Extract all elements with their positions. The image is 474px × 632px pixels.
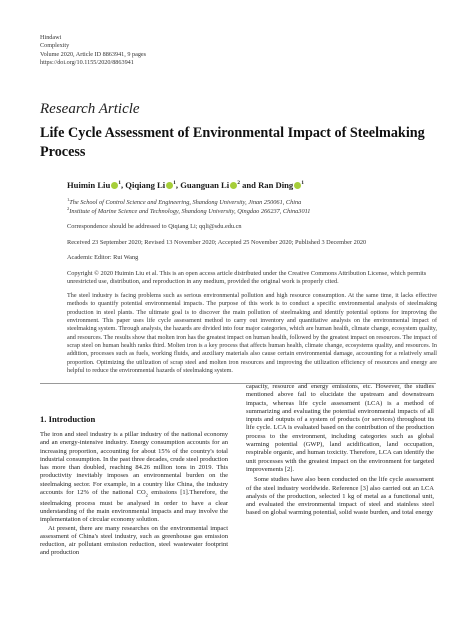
author-name: Ran Ding (258, 180, 294, 190)
body-paragraph: At present, there are many researches on the environmental impact assessment of China's steel industry, such as greenhouse gas emission reduction, air pollutant emission reduction, steel wastewater footprint and production (40, 524, 228, 557)
author-separator: , (120, 180, 126, 190)
section-heading: 1. Introduction (40, 414, 96, 424)
volume-line: Volume 2020, Article ID 8863941, 9 pages (40, 50, 147, 58)
affiliation-number: 1 (67, 197, 70, 202)
affiliation-text: The School of Control Science and Engineering, Shandong University, Jinan 250061, China (69, 199, 302, 207)
journal-name: Complexity (40, 42, 70, 50)
body-column-left (40, 431, 228, 558)
author-affiliation-mark: 1 (173, 180, 176, 187)
academic-editor: Academic Editor: Rui Wang (67, 254, 139, 261)
author-name: Guanguan Li (180, 180, 230, 190)
body-paragraph: capacity, resource and energy emissions, etc. However, the studies mentioned above fail to elucidate the upstream and downstream impacts, whereas life cycle assessment (LCA) is a method of summarizing and evaluating the potential environmental impacts of all inputs and outputs of a system of products (or services) throughout its life cycle. LCA is evaluated based on the contribution of the production process to the environment, including categories such as global warming potential (GWP), land acidification, land occupation, respirable organic, and human toxicity. Therefore, LCA can identify the unit processes with the greatest impact on the environment for targeted improvements [2]. (246, 383, 434, 473)
copyright-notice: Copyright © 2020 Huimin Liu et al. This is an open access article distributed under the Creative Commons Attribution License, which permits unrestricted use, distribution, and reproduction in any medium, provided the original work is properly cited. (67, 270, 427, 286)
correspondence-line: Correspondence should be addressed to Qiqiang Li; qqli@sdu.edu.cn (67, 223, 242, 230)
author-name: Huimin Liu (67, 180, 111, 190)
body-paragraph: Some studies have also been conducted on the life cycle assessment of the steel industry worldwide. Reference [3] also carried out an LCA analysis of the production, selected 1 kg of metal as a functional unit, and evaluated the environmental impact of steel and stainless steel based on global warming potential, solid waste burden, and total energy (246, 476, 434, 517)
affiliation-number: 2 (67, 206, 70, 211)
dates-line: Received 23 September 2020; Revised 13 November 2020; Accepted 25 November 2020; Published 3 December 2020 (67, 239, 367, 246)
author-separator: , (175, 180, 181, 190)
affiliation-text: Institute of Marine Science and Technology, Shandong University, Qingdao 266237, China3011 (69, 208, 311, 216)
body-column-right (246, 383, 434, 518)
publisher-name: Hindawi (40, 34, 62, 41)
affiliation-1 (67, 197, 301, 206)
subscript: 2 (145, 492, 148, 498)
abstract: The steel industry is facing problems such as serious environmental pollution and high resource consumption. At the same time, it lacks effective methods to quantify potential environmental impacts. The purpose of this work is to conduct a specific environmental analysis of steelmaking production in steel plants. The ultimate goal is to discover the main pollution of steelmaking and identify potential options for improving the environment. This paper uses life cycle assessment method to carry out inventory and quantitative analysis on the environmental impact of steelmaking system. Through analysis, the hazards are divided into four major categories, which are human health, climate change, ecosystem quality, and resources. The results show that molten iron has the greatest impact on human health, followed by the greatest impact on resources. The impact of scrap steel on human health ranks third. Molten iron is a key process that affects human health, climate change, ecosystems quality, and resources. In addition, processes such as fuels, working fluids, and auxiliary materials also cause certain environmental damage, accounting for a relatively small proportion. Optimizing the utilization of scrap steel and molten iron resources and improving the utilization efficiency of resources and energy are helpful to reduce the environmental hazards of steelmaking system. (67, 293, 437, 375)
body-paragraph (40, 431, 228, 525)
author-affiliation-mark: 1 (118, 180, 121, 187)
article-type: Research Article (40, 101, 140, 117)
author-affiliation-mark: 2 (237, 180, 240, 187)
paragraph-text: emissions [1].Therefore, the steelmaking process must be analysed in order to have a clear understanding of the main environmental impacts and may involve the implementation of circular economy solution. (40, 489, 229, 524)
author-affiliation-mark: 1 (301, 180, 304, 187)
doi-link[interactable]: https://doi.org/10.1155/2020/8863941 (40, 59, 134, 67)
author-name: Qiqiang Li (125, 180, 166, 190)
journal-metadata (40, 34, 146, 68)
paragraph-text: The iron and steel industry is a pillar industry of the national economy and an energy-intensive industry. Energy consumption accounts for an increasing proportion, accounting for about 15% of the country's total industrial consumption. In the past three decades, crude steel production has more than doubled, reaching 84.26 million tons in 2019. This productivity inevitably imposes an environmental burden on the steelmaking sector. For example, in a country like China, the industry accounts for 12% of the national CO (40, 431, 228, 497)
paper-title: Life Cycle Assessment of Environmental Impact of Steelmaking Process (40, 125, 425, 160)
affiliation-2 (67, 206, 310, 215)
author-list (67, 180, 304, 190)
author-separator: and (239, 180, 259, 190)
